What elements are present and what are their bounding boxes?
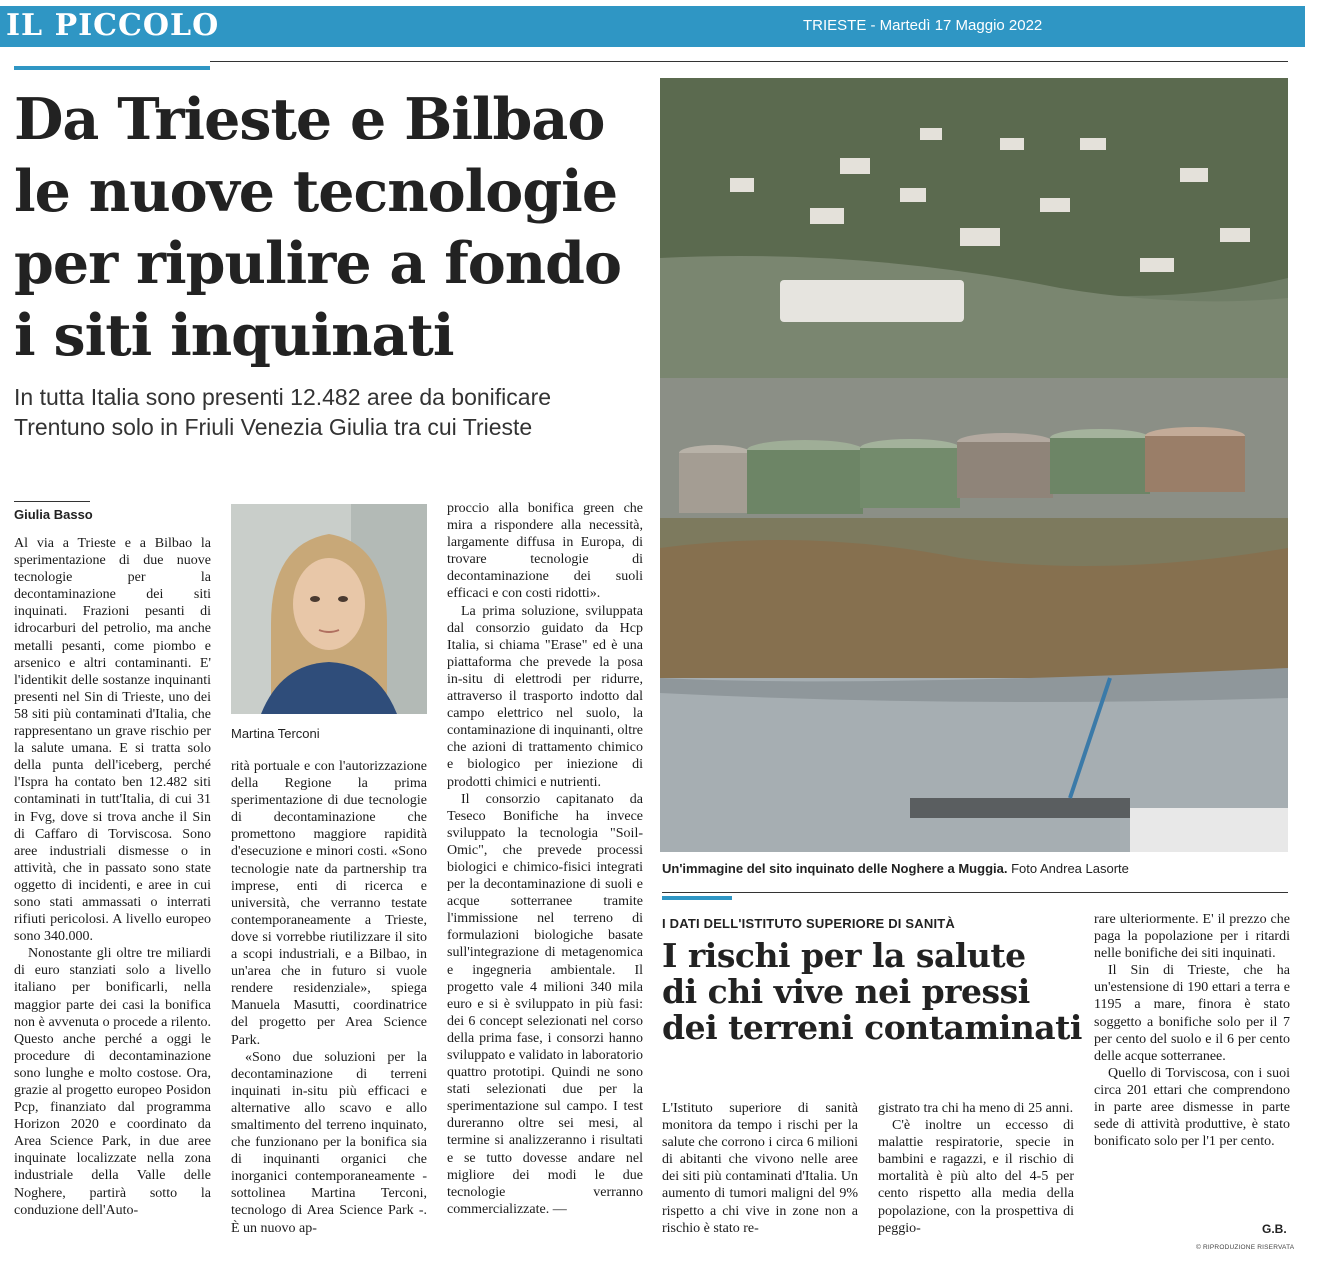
paragraph: proccio alla bonifica green che mira a rispondere alla necessità, largamente diffusa in Europa, di trovare tecnologie di decontaminazione dei suoli efficaci e con costi ridotti». [447, 501, 643, 602]
sidebar-headline-line: I rischi per la salute [662, 936, 1026, 975]
body-column-3 [447, 500, 643, 1218]
photo-caption-text: Un'immagine del sito inquinato delle Noghere a Muggia. [662, 861, 1008, 876]
paragraph: Il consorzio capitanato da Teseco Bonifiche ha invece sviluppato la tecnologia "Soil-Omic", che prevede processi biologici e chimico-fisici integrati per la decontaminazione di suoli e acque sotterranee tramite l'immissione nel terreno di formulazioni biologiche basate sull'integrazione di metagenomica e ingegneria ambientale. Il progetto vale 4 milioni 340 mila euro e si è sviluppato in più fasi: dei 6 concept selezionati nel corso della prima fase, i consorzi hanno sviluppato e validato in laboratorio quattro prototipi. Quindi ne sono stati selezionati due per la sperimentazione sul campo. I test dureranno oltre sei mesi, al termine si analizzeranno i risultati e se tutto dovesse andare nel migliore dei modi le due tecnologie verranno commercializzate. — [447, 791, 643, 1217]
sidebar-rule [662, 892, 1288, 893]
byline-rule [14, 501, 90, 502]
subhead-line: In tutta Italia sono presenti 12.482 aree da bonificare [14, 384, 552, 410]
sidebar-column-2 [878, 1100, 1074, 1237]
headline-line: Da Trieste e Bilbao [14, 86, 605, 153]
paragraph: gistrato tra chi ha meno di 25 anni. [878, 1101, 1074, 1116]
portrait-caption: Martina Terconi [231, 726, 320, 741]
sidebar-column-3 [1094, 911, 1290, 1150]
author-initials: G.B. [1262, 1222, 1287, 1236]
paragraph: Nonostante gli oltre tre miliardi di euro stanziati solo a livello italiano per bonificarli, nella maggior parte dei casi la bonifica non è avvenuta o procede a rilento. Questo anche perché a oggi le procedure di decontaminazione sono lunghe e molto costose. Ora, grazie al progetto europeo Posidon Pcp, finanziato dal programma Horizon 2020 e coordinato da Area Science Park, in due aree inquinate localizzate nella zona industriale della Valle delle Noghere, partirà sotto la conduzione dell'Auto- [14, 946, 211, 1218]
dateline: TRIESTE - Martedì 17 Maggio 2022 [803, 17, 1043, 34]
divider-rule [210, 61, 1288, 62]
paragraph: «Sono due soluzioni per la decontaminazione di terreni inquinati in-situ più efficaci e alternative allo scavo e allo smaltimento del terreno inquinato, che funzionano per la bonifica sia di inquinanti organici che inorganici contemporaneamente - sottolinea Martina Terconi, tecnologo di Area Science Park -. È un nuovo ap- [231, 1049, 427, 1236]
sidebar-headline [662, 938, 1082, 1046]
main-photo [660, 78, 1288, 852]
rights-notice: © RIPRODUZIONE RISERVATA [1196, 1244, 1295, 1251]
paragraph: Il Sin di Trieste, che ha un'estensione di 190 ettari a terra e 1195 a mare, finora è stato soggetto a bonifiche solo per il 7 per cento del suolo e il 6 per cento delle acque sotterranee. [1094, 963, 1290, 1064]
headline [14, 84, 654, 372]
headline-line: i siti inquinati [14, 302, 454, 369]
paragraph: L'Istituto superiore di sanità monitora da tempo i rischi per la salute che corrono i circa 6 milioni di abitanti che vivono nelle aree dei siti più contaminati d'Italia. Un aumento di tumori maligni del 9% rispetto a chi vive in zone non a rischio è stato re- [662, 1101, 858, 1236]
photo-caption [662, 861, 1129, 876]
masthead [0, 6, 1305, 47]
paragraph: La prima soluzione, sviluppata dal consorzio guidato da Hcp Italia, si chiama "Erase" ed è una piattaforma che prevede la posa in-situ di elettrodi per ridurre, attraverso il trasporto indotto dal campo elettrico nel suolo, la contaminazione di inquinanti, oltre che azioni di trattamento chimico e biologico per iniezione di prodotti chimici e nutrienti. [447, 603, 643, 790]
photo-credit: Foto Andrea Lasorte [1007, 861, 1129, 876]
sidebar-headline-line: di chi vive nei pressi [662, 972, 1030, 1011]
paragraph: rare ulteriormente. E' il prezzo che paga la popolazione per i ritardi nelle bonifiche dei siti inquinati. [1094, 912, 1290, 962]
portrait-photo [231, 504, 427, 714]
paragraph: C'è inoltre un eccesso di malattie respiratorie, specie in bambini e ragazzi, e il rischio di mortalità è più alto del 4-5 per cento rispetto alla media della popolazione, con la prospettiva di peggio- [878, 1118, 1074, 1236]
newspaper-logo: IL PICCOLO [6, 8, 220, 43]
sidebar-kicker: I DATI DELL'ISTITUTO SUPERIORE DI SANITÀ [662, 916, 956, 931]
paragraph: Al via a Trieste e a Bilbao la sperimentazione di due nuove tecnologie per la decontaminazione dei siti inquinati. Frazioni pesanti di idrocarburi del petrolio, ma anche metalli pesanti, come piombo e arsenico e altri contaminanti. E' l'identikit delle sostanze inquinanti presenti nel Sin di Trieste, uno dei 58 siti più contaminati d'Italia, che rappresentano un grave rischio per la salute umana. E si tratta solo della punta dell'iceberg, perché l'Ispra ha contato ben 12.482 siti contaminati in tutt'Italia, di cui 31 in Fvg, dove si trova anche il Sin di Caffaro di Torviscosa. Sono aree industriali dismesse o in attività, che in passato sono state oggetto di incidenti, e aree in cui sono stati ammassati o interrati rifiuti pericolosi. A livello europeo sono 340.000. [14, 536, 211, 945]
headline-line: per ripulire a fondo [14, 230, 622, 297]
sidebar-column-1 [662, 1100, 858, 1237]
headline-line: le nuove tecnologie [14, 158, 618, 225]
byline: Giulia Basso [14, 507, 93, 522]
paragraph: Quello di Torviscosa, con i suoi circa 201 ettari che comprendono in parte aree dismesse in parte sede di attività produttive, è stato bonificato solo per l'1 per cento. [1094, 1065, 1290, 1150]
sidebar-accent-rule [662, 896, 732, 900]
body-column-1 [14, 535, 211, 1219]
subhead-line: Trentuno solo in Friuli Venezia Giulia tra cui Trieste [14, 414, 533, 440]
accent-rule [14, 66, 210, 70]
body-column-2 [231, 758, 427, 1237]
paragraph: rità portuale e con l'autorizzazione della Regione la prima sperimentazione di due tecnologie di decontaminazione che promettono maggiore rapidità d'esecuzione e minori costi. «Sono tecnologie nate da partnership tra imprese, enti di ricerca e università, che verranno testate contemporaneamente a Trieste, dove si vorrebbe riutilizzare il sito a scopi industriali, e a Bilbao, in un'area che in futuro si vuole rendere residenziale», spiega Manuela Masutti, coordinatrice del progetto per Area Science Park. [231, 759, 427, 1048]
subheadline [14, 382, 654, 442]
sidebar-headline-line: dei terreni contaminati [662, 1008, 1082, 1047]
